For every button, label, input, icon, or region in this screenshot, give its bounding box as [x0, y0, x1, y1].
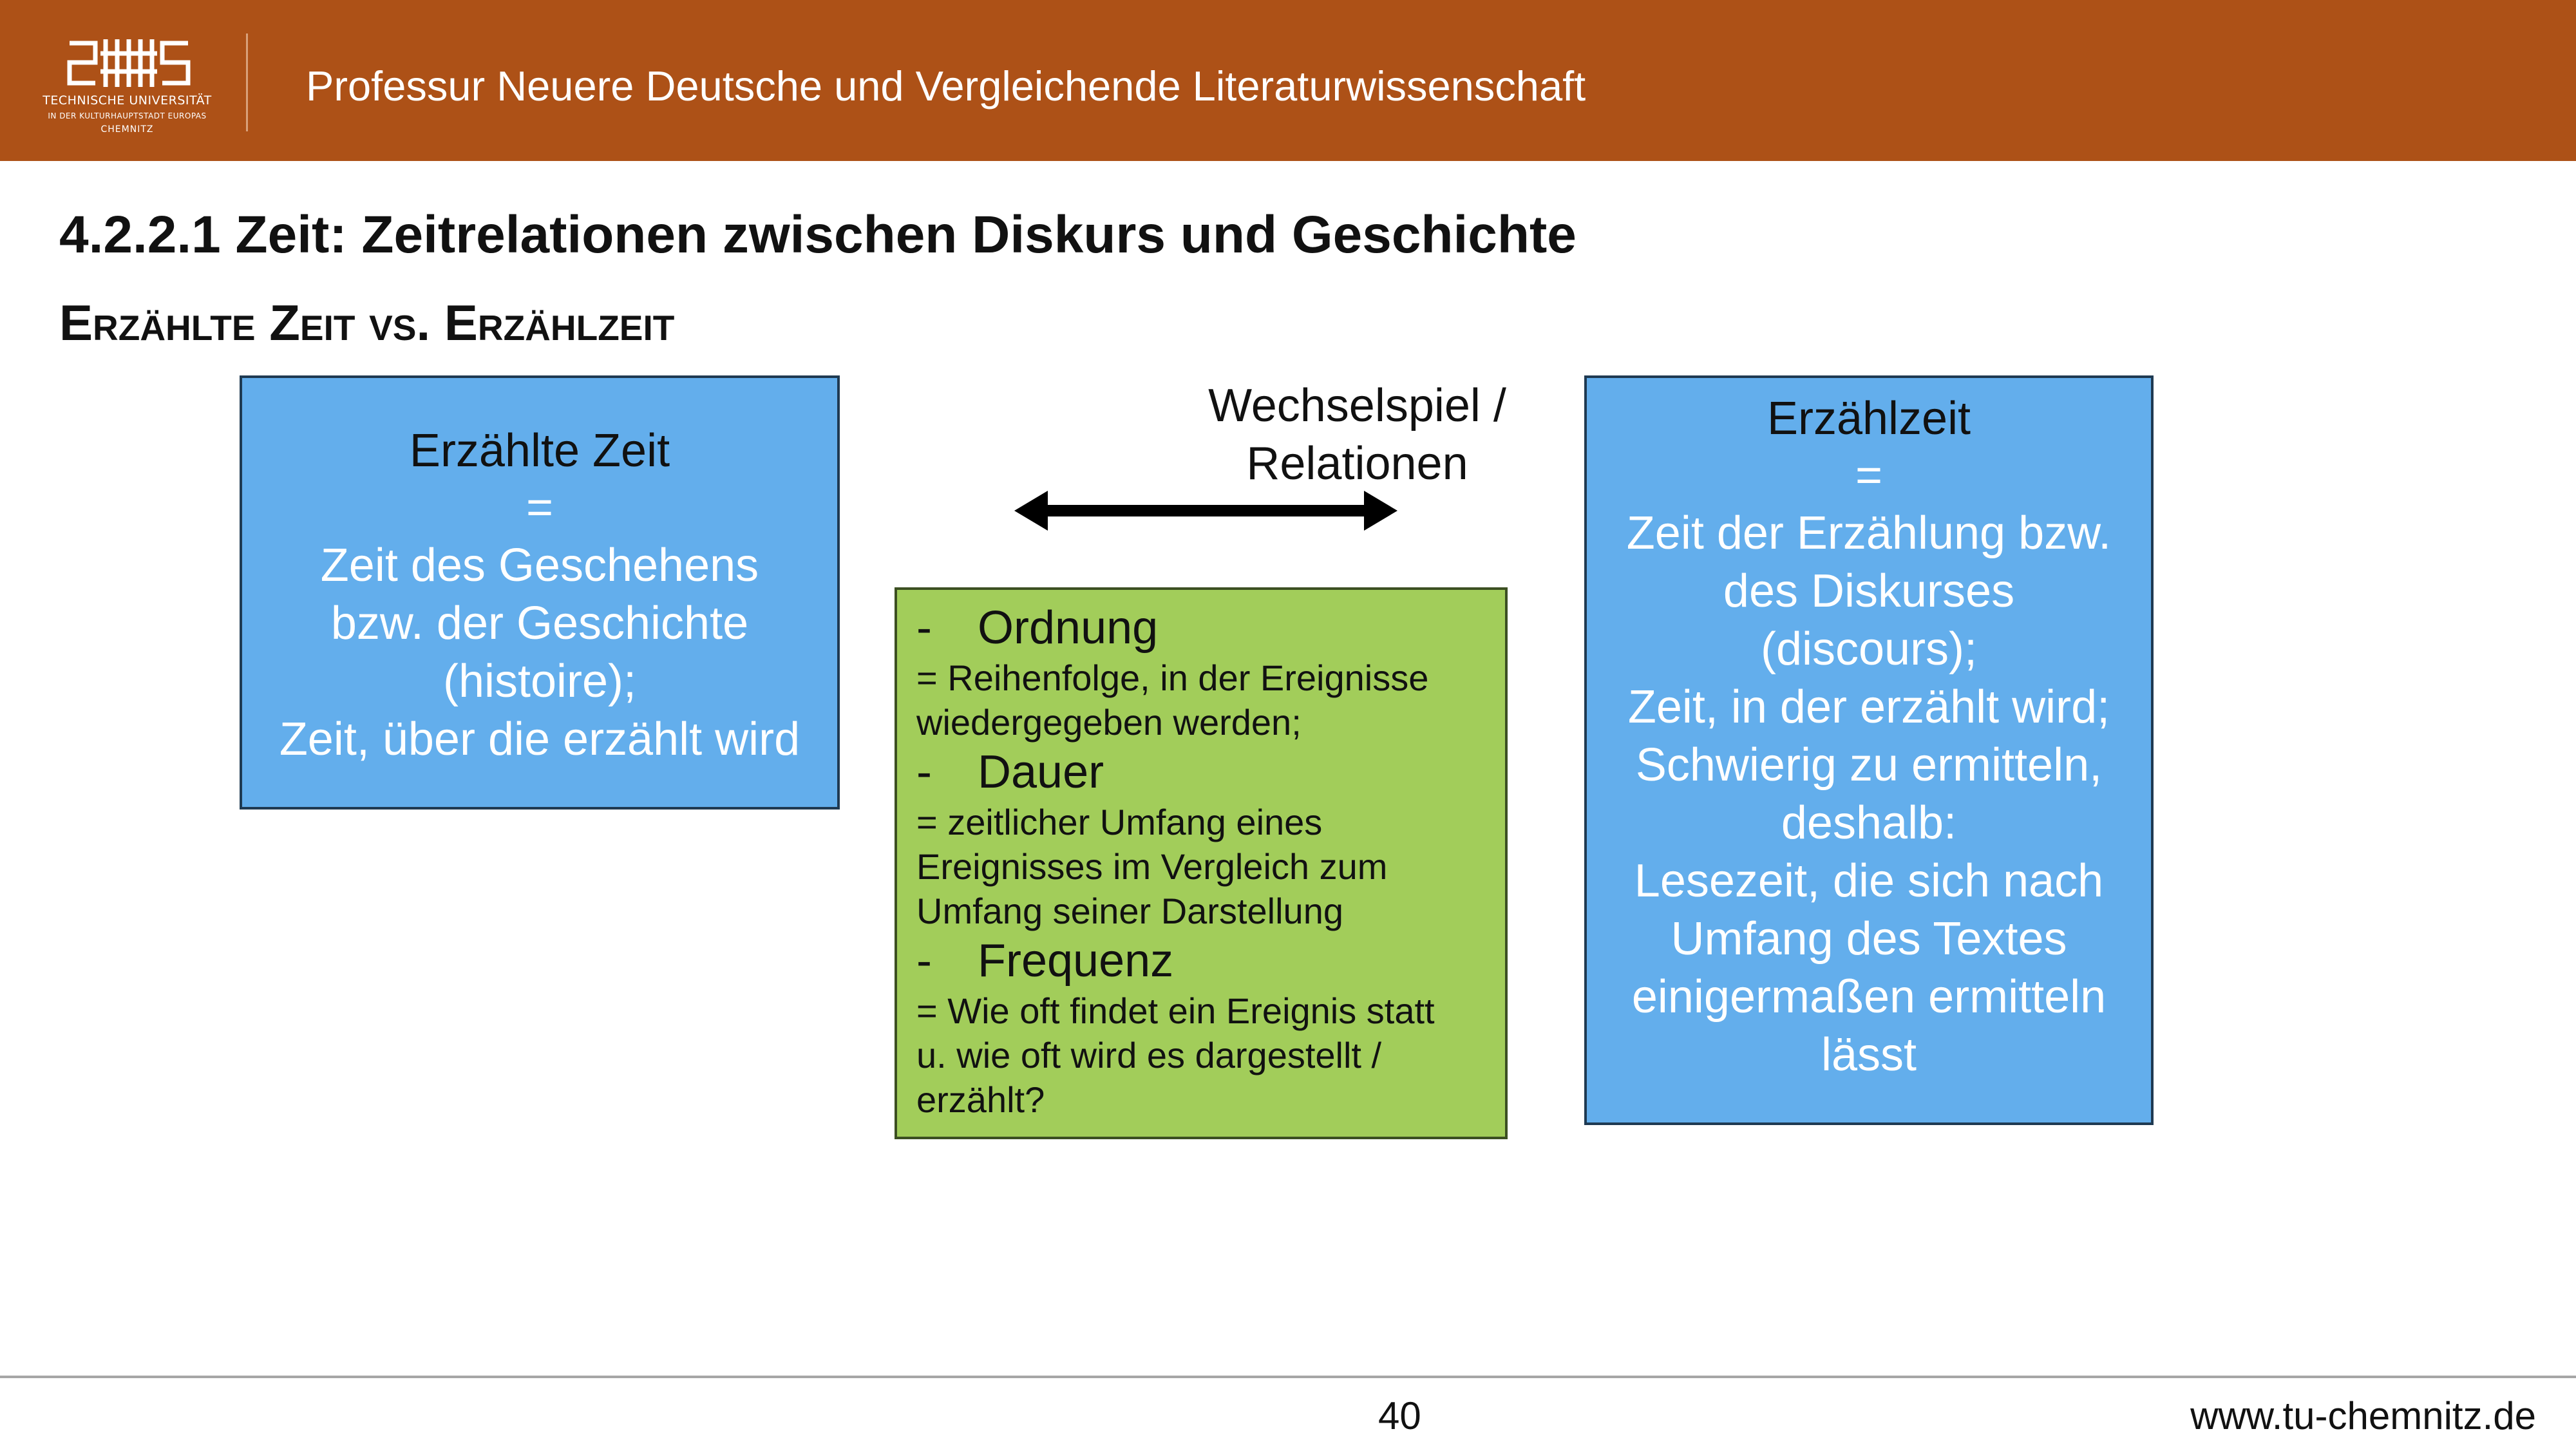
item-desc: = Wie oft findet ein Ereignis statt: [916, 990, 1435, 1031]
header-divider: [246, 33, 248, 131]
item-desc: erzählt?: [916, 1079, 1045, 1120]
page-number: 40: [1378, 1394, 1421, 1437]
footer-divider: [0, 1376, 2576, 1378]
item-desc: Ereignisses im Vergleich zum: [916, 846, 1388, 887]
box-line: des Diskurses: [1723, 565, 2015, 618]
item-desc: = zeitlicher Umfang eines: [916, 802, 1323, 842]
box-line: (discours);: [1760, 623, 1978, 676]
box-line: Zeit des Geschehens: [320, 540, 759, 592]
item-title: - Ordnung: [916, 602, 1159, 654]
footer-url[interactable]: www.tu-chemnitz.de: [2190, 1394, 2536, 1437]
box-line: Zeit, in der erzählt wird;: [1627, 681, 2110, 734]
box-line: einigermaßen ermitteln: [1631, 971, 2107, 1023]
relations-box: [895, 587, 1508, 1139]
box-heading: Erzählte Zeit: [409, 425, 670, 477]
box-line: Umfang des Textes: [1671, 913, 2067, 965]
item-desc: Umfang seiner Darstellung: [916, 891, 1343, 931]
header-title: Professur Neuere Deutsche und Vergleichende Literaturwissenschaft: [306, 62, 1586, 109]
double-arrow-icon: [1014, 489, 1397, 532]
box-line: =: [1855, 450, 1883, 502]
box-line: Zeit der Erzählung bzw.: [1626, 507, 2112, 560]
box-line: bzw. der Geschichte: [330, 598, 749, 650]
box-heading: Erzählzeit: [1766, 393, 1971, 444]
relation-label-line: Relationen: [1246, 438, 1468, 489]
item-title: - Dauer: [916, 746, 1104, 798]
box-line: lässt: [1821, 1029, 1917, 1081]
logo-text-line2: IN DER KULTURHAUPTSTADT EUROPAS: [48, 111, 207, 120]
logo-text-line3: CHEMNITZ: [100, 124, 154, 135]
slide-title: 4.2.2.1 Zeit: Zeitrelationen zwischen Diskurs und Geschichte: [59, 205, 1577, 264]
relation-label-line: Wechselspiel /: [1208, 380, 1506, 431]
box-line: Lesezeit, die sich nach: [1634, 855, 2104, 907]
box-line: deshalb:: [1781, 797, 1957, 849]
logo-text-line1: TECHNISCHE UNIVERSITÄT: [43, 93, 212, 108]
item-title: - Frequenz: [916, 935, 1174, 987]
erzaehlte-zeit-box: [240, 375, 840, 810]
item-desc: = Reihenfolge, in der Ereignisse: [916, 658, 1429, 698]
box-line: Zeit, über die erzählt wird: [279, 714, 800, 766]
header-bar: [0, 0, 2576, 161]
erzaehlzeit-box: [1584, 375, 2154, 1125]
item-desc: u. wie oft wird es dargestellt /: [916, 1035, 1382, 1075]
box-line: (histoire);: [442, 656, 637, 708]
university-logo: [35, 29, 219, 138]
item-desc: wiedergegeben werden;: [916, 702, 1302, 743]
box-line: =: [526, 482, 554, 534]
slide-subtitle: Erzählte Zeit vs. Erzählzeit: [59, 294, 675, 351]
box-line: Schwierig zu ermitteln,: [1635, 739, 2103, 791]
logo-mark-icon: [64, 34, 193, 92]
